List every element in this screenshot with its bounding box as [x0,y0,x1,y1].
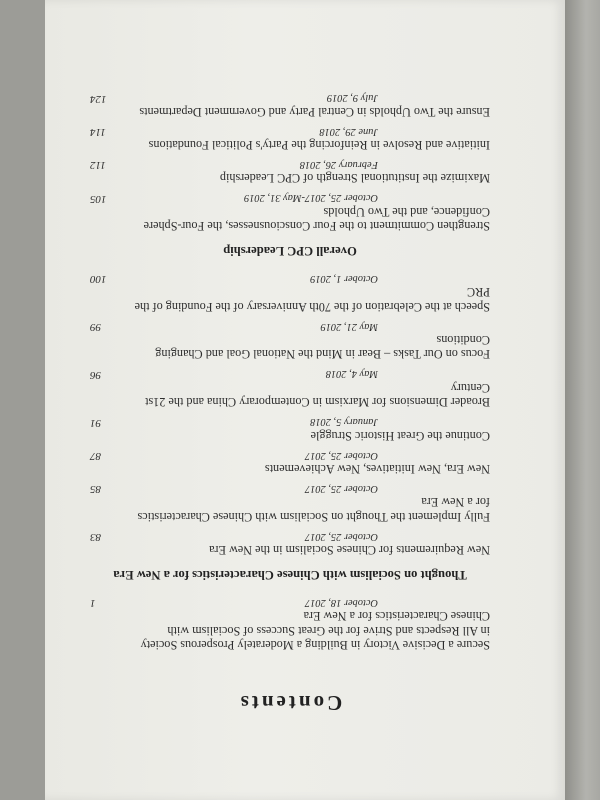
entry-page: 1 [90,597,96,610]
entry-date: February 26, 2018 [299,159,378,171]
toc-entry [90,482,490,524]
entry-page: 114 [90,126,106,139]
entry-page: 96 [90,368,101,381]
toc-entry [90,530,490,557]
toc-entry [90,192,490,234]
entry-title: Broader Dimensions for Marxism in Contemporary China and the 21st Century [145,380,490,410]
entry-page: 85 [90,483,101,496]
entry-date: July 9, 2019 [326,92,378,104]
toc-entry [90,415,490,442]
entry-title: Maximize the Institutional Strength of CPC Leadership [219,171,490,186]
entry-date: June 29, 2018 [319,125,378,137]
entry-title: Secure a Decisive Victory in Building a Moderately Prosperous Society in All Respects and Strive for the Great Success of Socialism with Chinese Characteristics for a New Era [140,609,490,652]
entry-date: January 5, 2018 [310,416,378,428]
entry-date: October 18, 2017 [304,596,378,608]
toc-entry [90,367,490,409]
toc-entry [90,596,490,652]
entry-page: 83 [90,531,101,544]
entry-page: 87 [90,450,101,463]
entry-date: October 25, 2017-May 31, 2019 [244,192,378,204]
entry-title: New Requirements for Chinese Socialism in the New Era [209,543,490,558]
page-title: Contents [237,691,343,715]
entry-page: 91 [90,416,101,429]
entry-title: Continue the Great Historic Struggle [310,428,490,443]
entry-page: 112 [90,159,106,172]
entry-page: 124 [90,92,107,105]
rotated-contents-page [45,0,565,800]
entry-title: Focus on Our Tasks – Bear in Mind the National Goal and Changing Conditions [155,333,490,362]
entry-title: Speech at the Celebration of the 70th Anniversary of the Founding of the PRC [134,285,490,314]
entry-title: Initiative and Resolve in Reinforcing the Party's Political Foundations [148,138,490,153]
entry-title: Ensure the Two Upholds in Central Party and Government Departments [139,104,490,119]
toc-entry [90,272,490,314]
toc-entry [90,158,490,185]
toc-entry [90,125,490,152]
entry-date: October 25, 2017 [304,530,378,542]
entry-title: New Era, New Initiatives, New Achievements [264,462,490,477]
book-page [45,0,565,800]
entry-title: Strengthen Commitment to the Four Consciousnesses, the Four-Sphere Confidence, and the Two Upholds [143,204,490,234]
page-edge-shadow [565,0,600,800]
entry-date: October 25, 2017 [304,449,378,461]
entry-date: October 25, 2017 [304,483,378,495]
toc-entry [90,91,490,118]
toc-entry [90,449,490,476]
entry-page: 100 [90,273,107,286]
entry-date: May 4, 2018 [325,368,378,380]
entry-date: May 21, 2019 [320,320,378,332]
toc-entry [90,320,490,362]
section-heading: Overall CPC Leadership [223,243,357,258]
entry-date: October 1, 2019 [310,272,378,284]
entry-page: 99 [90,321,101,334]
entry-title: Fully Implement the Thought on Socialism with Chinese Characteristics for a New Era [137,495,490,524]
entry-page: 105 [90,192,107,205]
contents-list [90,85,490,715]
section-heading: Thought on Socialism with Chinese Characteristics for a New Era [113,567,467,582]
